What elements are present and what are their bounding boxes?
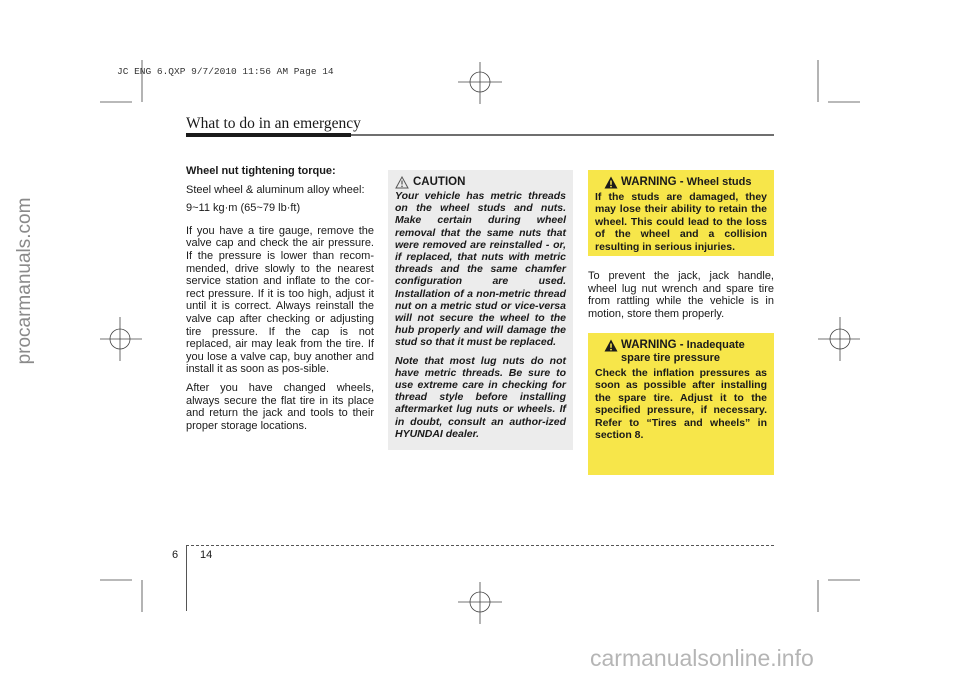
warning-triangle-icon bbox=[604, 339, 618, 352]
side-watermark: procarmanuals.com bbox=[14, 197, 35, 365]
left-column bbox=[186, 165, 374, 438]
footer-divider bbox=[186, 545, 187, 611]
warning-subject-line1: Inadequate bbox=[686, 339, 745, 351]
tire-gauge-paragraph: If you have a tire gauge, remove the valve cap and check the air pressure. If the pressure is lower than recom-mended, drive slowly to the nearest service station and inflate to the cor-rect pressure. If it is too high, adjust it until it is correct. Always reinstall the valve cap after checking or adjusting tire pressure. If the cap is not replaced, air may leak from the tire. If you lose a valve cap, buy another and install it as soon as pos-sible. bbox=[186, 224, 374, 376]
warning-subject: Wheel studs bbox=[686, 176, 752, 188]
warning-spare-pressure-box bbox=[588, 333, 774, 475]
warning-wheel-studs-title bbox=[595, 176, 767, 189]
torque-heading: Wheel nut tightening torque: bbox=[186, 165, 336, 177]
caution-header bbox=[395, 176, 566, 188]
footer-rule bbox=[186, 545, 774, 546]
caution-title: CAUTION bbox=[413, 176, 466, 188]
torque-value: 9~11 kg·m (65~79 lb·ft) bbox=[186, 202, 301, 215]
storage-paragraph: To prevent the jack, jack handle, wheel lug nut wrench and spare tire from rattling while the vehicle is in motion, store them properly. bbox=[588, 270, 774, 320]
caution-metric-threads: Your vehicle has metric threads on the wheel studs and nuts. Make certain during wheel removal that the same nuts that were removed are reinstalled - or, if replaced, that nuts with metric threads and the same chamfer configuration are used. Installation of a non-metric thread nut on a metric stud or vice-versa will not secure the wheel to the hub properly and will damage the stud so that it must be replaced. bbox=[395, 190, 566, 349]
warning-label: WARNING - bbox=[621, 339, 684, 351]
bottom-watermark: carmanualsonline.info bbox=[590, 645, 814, 671]
print-slug-line: JC ENG 6.QXP 9/7/2010 11:56 AM Page 14 bbox=[117, 66, 334, 77]
section-title: What to do in an emergency bbox=[186, 115, 361, 132]
page-number: 14 bbox=[200, 549, 213, 561]
caution-lug-nuts-note: Note that most lug nuts do not have metric threads. Be sure to use extreme care in checking for thread style before installing aftermarket lug nuts or wheels. If in doubt, consult an author-ized HYUNDAI dealer. bbox=[395, 354, 566, 440]
warning-spare-pressure-body: Check the inflation pressures as soon as possible after installing the spare tire. Adjust it to the specified pressure, if necessary. Refer to “Tires and wheels” in section 8. bbox=[595, 367, 767, 442]
caution-box bbox=[388, 170, 573, 450]
warning-wheel-studs-body: If the studs are damaged, they may lose their ability to retain the wheel. This could lead to the loss of the wheel and a collision resulting in serious injuries. bbox=[595, 191, 767, 253]
header-rule-accent bbox=[186, 133, 351, 137]
warning-subject-line2: spare tire pressure bbox=[621, 352, 721, 364]
warning-label: WARNING - bbox=[621, 176, 684, 188]
warning-wheel-studs-box bbox=[588, 170, 774, 256]
warning-triangle-icon bbox=[604, 176, 618, 189]
caution-triangle-icon bbox=[395, 176, 409, 189]
chapter-number: 6 bbox=[172, 549, 179, 561]
after-change-paragraph: After you have changed wheels, always secure the flat tire in its place and return the jack and tools to their proper storage locations. bbox=[186, 381, 374, 432]
torque-wheel-type: Steel wheel & aluminum alloy wheel: bbox=[186, 183, 365, 196]
warning-spare-pressure-title bbox=[595, 339, 767, 365]
